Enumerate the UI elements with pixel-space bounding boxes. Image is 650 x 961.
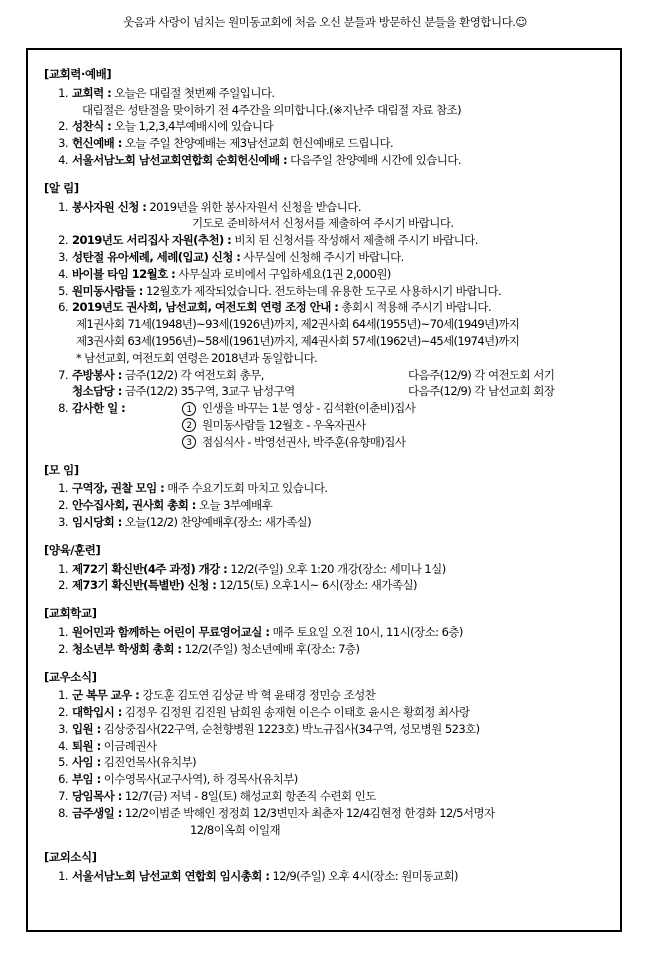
list-item: 5. 사임 : 김진언목사(유치부): [58, 755, 197, 770]
list-item: 1. 제72기 확신반(4주 과정) 개강 : 12/2(주일) 오후 1:20 개강(장소: 세미나 1실): [58, 561, 446, 576]
section-title: [모 임]: [44, 462, 79, 477]
list-item: 2. 청소년부 학생회 총회 : 12/2(주일) 청소년예배 후(장소: 7층): [58, 641, 360, 656]
list-item: 3. 임시당회 : 오늘(12/2) 찬양예배후(장소: 새가족실): [58, 514, 312, 529]
welcome-message: 웃음과 사랑이 넘치는 원미동교회에 처음 오신 분들과 방문하신 분들을 환영합니다.☺: [123, 15, 527, 29]
section-title: [양육/훈련]: [44, 542, 101, 557]
list-item: 4. 바이블 타임 12월호 : 사무실과 로비에서 구입하세요(1권 2,000원): [58, 266, 391, 281]
list-item-continuation: 기도로 준비하셔서 신청서를 제출하여 주시기 바랍니다.: [192, 216, 454, 231]
list-item: 1. 봉사자원 신청 : 2019년을 위한 봉사자원서 신청을 받습니다.: [58, 199, 361, 214]
section-title: [교회학교]: [44, 606, 97, 621]
list-item: 6. 2019년도 권사회, 남선교회, 여전도회 연령 조정 안내 : 총회시 적용해 주시기 바랍니다.: [58, 300, 492, 315]
section-title: [교외소식]: [44, 850, 97, 865]
age-rule-line: 제1권사회 71세(1948년)~93세(1926년)까지, 제2권사회 64세(1955년)~70세(1949년)까지: [76, 317, 520, 332]
section-outside: [44, 849, 610, 885]
section-worship: [44, 66, 610, 169]
list-item: 7. 당임목사 : 12/7(금) 저녁 - 8일(토) 해성교회 항존직 수련회 인도: [58, 789, 376, 804]
list-item: 2. 안수집사회, 권사회 총회 : 오늘 3부예배후: [58, 498, 273, 513]
section-title: [교우소식]: [44, 669, 97, 684]
list-item: 8. 금주생일 : 12/2이범준 박해인 정정희 12/3변민자 최춘자 12/4김현정 한경화 12/5서명자: [58, 805, 495, 820]
list-item: 4. 서울서남노회 남선교회연합회 순회헌신예배 : 다음주일 찬양예배 시간에 있습니다.: [58, 152, 461, 167]
list-item: 1. 서울서남노회 남선교회 연합회 임시총회 : 12/9(주일) 오후 4시(장소: 원미동교회): [58, 869, 458, 884]
circled-number: 3: [182, 435, 196, 449]
section-training: [44, 542, 610, 594]
list-item: 2. 제73기 확신반(특별반) 신청 : 12/15(토) 오후1시~ 6시(장소: 새가족실): [58, 578, 417, 593]
list-item: 1. 구역장, 권찰 모임 : 매주 수요기도회 마치고 있습니다.: [58, 481, 328, 496]
circled-number: 1: [182, 402, 196, 416]
list-item: 4. 퇴원 : 이금례권사: [58, 738, 157, 753]
list-item-continuation: 12/8이옥희 이일재: [190, 822, 281, 837]
bulletin-frame: [26, 48, 622, 932]
list-item: 2. 2019년도 서리집사 자원(추천) : 비치 된 신청서를 작성해서 제출해 주시기 바랍니다.: [58, 233, 478, 248]
age-rule-note: * 남선교회, 여전도회 연령은 2018년과 동일합니다.: [76, 350, 318, 365]
list-item: 3. 입원 : 김상중집사(22구역, 순천향병원 1223호) 박노규집사(34구역, 성모병원 523호): [58, 721, 480, 736]
list-item: 3. 성탄절 유아세례, 세례(입교) 신청 : 사무실에 신청해 주시기 바랍니다.: [58, 249, 404, 264]
age-rule-line: 제3권사회 63세(1956년)~58세(1961년)까지, 제4권사회 57세(1962년)~45세(1974년)까지: [76, 333, 520, 348]
section-school: [44, 605, 610, 657]
list-item: 3. 헌신예배 : 오늘 주일 찬양예배는 제3남선교회 헌신예배로 드립니다.: [58, 136, 394, 151]
list-item-continuation: 대림절은 성탄절을 맞이하기 전 4주간을 의미합니다.(※지난주 대림절 자료 참조): [82, 102, 462, 117]
list-item: 6. 부임 : 이수영목사(교구사역), 하 경목사(유치부): [58, 772, 298, 787]
list-item: 7. 주방봉사 : 금주(12/2) 각 여전도회 총무, 다음주(12/9) 각 여전도회 서기: [58, 367, 555, 382]
list-item: 청소담당 : 금주(12/2) 35구역, 3교구 남성구역 다음주(12/9) 각 남선교회 회장: [72, 384, 555, 399]
section-title: [교회력·예배]: [44, 67, 112, 81]
section-title: [알 림]: [44, 180, 79, 195]
list-item: 1. 군 복무 교우 : 강도훈 김도연 김상균 박 혁 윤태경 정민승 조성찬: [58, 688, 376, 703]
section-notice: [44, 180, 610, 451]
list-item: 5. 원미동사람들 : 12월호가 제작되었습니다. 전도하는데 유용한 도구로 사용하시기 바랍니다.: [58, 283, 502, 298]
list-item: 8. 감사한 일 : 1 인생을 바꾸는 1분 영상 - 김석환(이춘비)집사 2 원미동사람들 12월호 - 우옥자권사 3 점심식사 - 박영선권사, 박주훈(유향매)집사: [58, 401, 416, 449]
list-item: 1. 원어민과 함께하는 어린이 무료영어교실 : 매주 토요일 오전 10시, 11시(장소: 6층): [58, 624, 463, 639]
section-members: [44, 669, 610, 839]
list-item: 2. 성찬식 : 오늘 1,2,3,4부예배시에 있습니다: [58, 119, 274, 134]
circled-number: 2: [182, 418, 196, 432]
section-meeting: [44, 462, 610, 531]
list-item: 1. 교회력 : 오늘은 대림절 첫번째 주일입니다.: [58, 85, 275, 100]
list-item: 2. 대학입시 : 김정우 김정원 김진원 남희원 송재현 이은수 이태호 윤시은 황희정 최사랑: [58, 705, 470, 720]
